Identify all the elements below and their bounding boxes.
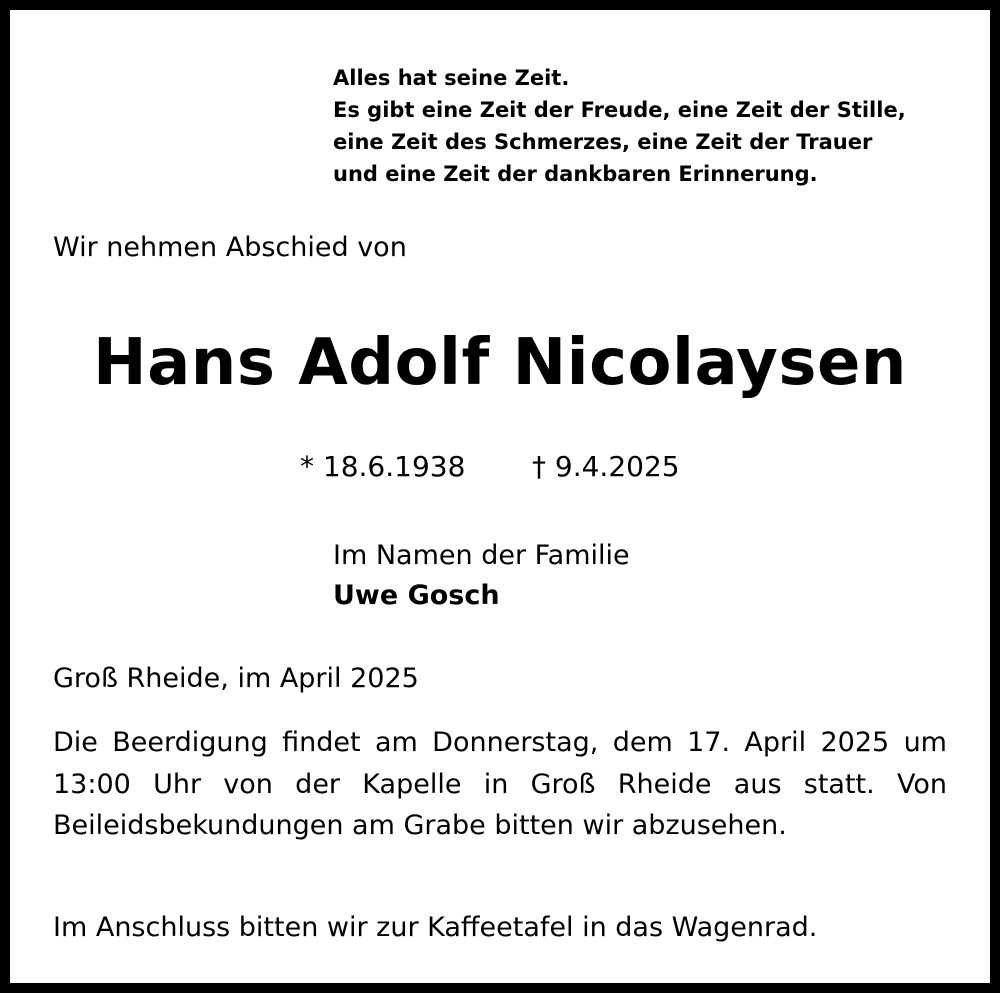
family-line: Im Namen der Familie — [333, 540, 630, 571]
birth-date: * 18.6.1938 — [300, 450, 466, 483]
place-date: Groß Rheide, im April 2025 — [53, 663, 419, 694]
verse-line: eine Zeit des Schmerzes, eine Zeit der Trauer — [333, 130, 873, 154]
verse-line: und eine Zeit der dankbaren Erinnerung. — [333, 162, 818, 186]
farewell-intro: Wir nehmen Abschied von — [53, 232, 407, 263]
funeral-details: Die Beerdigung findet am Donnerstag, dem 17. April 2025 um 13:00 Uhr von der Kapelle in Groß Rheide aus statt. Von Beileidsbekundungen am Grabe bitten wir abzusehen. — [53, 727, 947, 841]
death-date: † 9.4.2025 — [532, 450, 680, 483]
family-signature — [333, 536, 630, 616]
signer-name: Uwe Gosch — [333, 580, 500, 611]
verse-line: Alles hat seine Zeit. — [333, 66, 570, 90]
deceased-name: Hans Adolf Nicolaysen — [93, 326, 907, 400]
verse-line: Es gibt eine Zeit der Freude, eine Zeit der Stille, — [333, 98, 906, 122]
reception-details: Im Anschluss bitten wir zur Kaffeetafel in das Wagenrad. — [53, 912, 818, 943]
verse-block — [333, 62, 906, 190]
